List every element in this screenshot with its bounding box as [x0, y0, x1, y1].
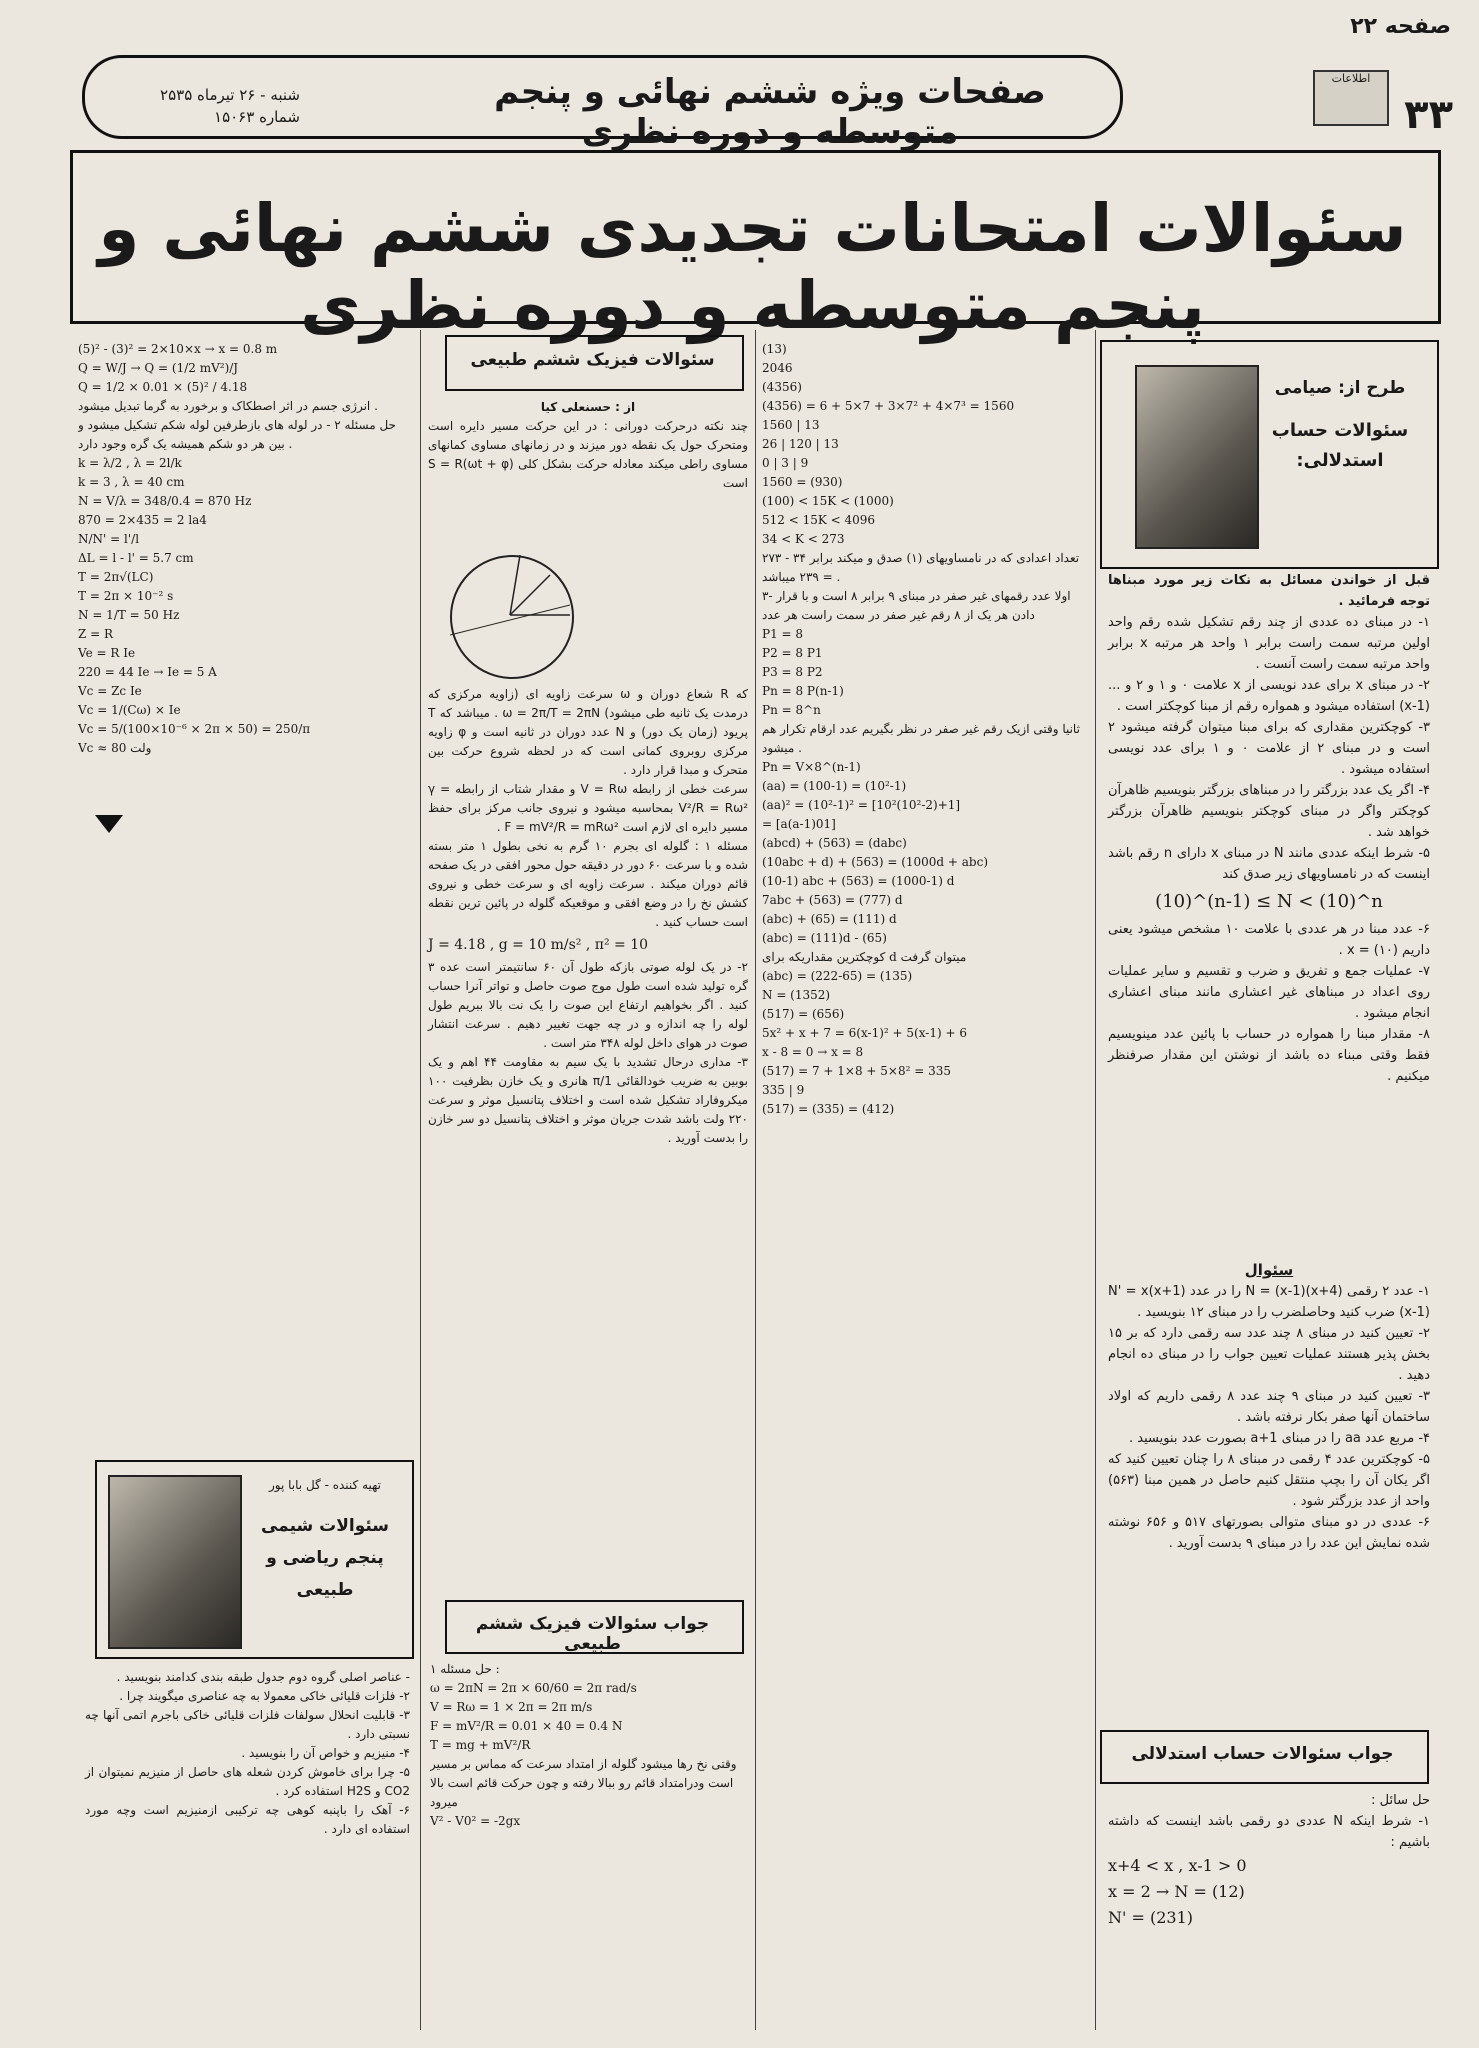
- chem-title: سئوالات شیمی پنجم ریاضی و طبیعی: [260, 1516, 390, 1600]
- left-formula-line: Vc = 5/(100×10⁻⁶ × 2π × 50) = 250/π: [78, 722, 311, 736]
- physics-answer-line: وقتی نخ رها میشود گلوله از امتداد سرعت که مماس بر مسیر است ودرامتداد قائم رو ببالا رفته و چون حرکت قائم است بالا میرود: [430, 1757, 737, 1809]
- physics-answer-line: حل مسئله ۱ :: [430, 1662, 500, 1676]
- rule-item: ۴- اگر یک عدد بزرگتر را در مبناهای بزرگتر بنویسیم ظاهرآن کوچکتر واگر در مبنای کوچکتر بنویسیم ظاهرآن بزرگتر خواهد شد .: [1108, 783, 1430, 840]
- left-formula-line: T = 2π × 10⁻² s: [78, 589, 174, 603]
- page-number: صفحه ۲۲: [1350, 14, 1451, 39]
- math-line: P3 = 8 P2: [762, 665, 823, 679]
- left-formula-line: حل مسئله ۲ - در لوله های بازطرفین لوله شکم تشکیل میشود و بین هر دو شکم همیشه یک گره وجود دارد .: [78, 418, 396, 451]
- answer-formula: N' = (231): [1108, 1908, 1193, 1927]
- math-line: 34 < K < 273: [762, 532, 845, 546]
- physics-answer-lines: [430, 1660, 748, 1831]
- questions-header: سئوال: [1244, 1261, 1294, 1279]
- answer-formula: x = 2 → N = (12): [1108, 1882, 1245, 1901]
- physics-answer-line: ω = 2πN = 2π × 60/60 = 2π rad/s: [430, 1681, 637, 1695]
- answer-formula: x+4 < x , x-1 > 0: [1108, 1856, 1247, 1875]
- math-line: (517) = 7 + 1×8 + 5×8² = 335: [762, 1064, 951, 1078]
- left-formula-line: N/N' = l'/l: [78, 532, 140, 546]
- left-formula-line: T = 2π√(LC): [78, 570, 154, 584]
- physics-answer-line: F = mV²/R = 0.01 × 40 = 0.4 N: [430, 1719, 623, 1733]
- column-divider: [755, 330, 756, 2030]
- physics-text: چند نکته درحرکت دورانی : در این حرکت مسیر دایره است ومتحرک حول یک نقطه دور میزند و در زمانهای مساوی کمانهای مساوی راطی میکند معادله حرکت بشکل کلی S = R(ωt + φ) است: [428, 419, 748, 490]
- left-formula-line: Q = W/J → Q = (1/2 mV²)/J: [78, 361, 239, 375]
- left-formula-line: 870 = 2×435 = 2 la4: [78, 513, 207, 527]
- question-item: ۳- تعیین کنید در مبنای ۹ چند عدد ۸ رقمی داریم که اولاد ساختمان آنها صفر بکار نرفته باشد .: [1108, 1389, 1430, 1425]
- chem-question: ۳- قابلیت انحلال سولفات فلزات قلیائی خاکی باجرم اتمی آنها چه نسبتی دارد .: [85, 1708, 410, 1741]
- physics-text: سرعت خطی از رابطه V = Rω و مقدار شتاب از رابطه γ = V²/R = Rω² بمحاسبه میشود و نیروی جانب مرکز برای حفظ مسیر دایره ای لازم است F = mV²/R = mRω² .: [428, 782, 749, 834]
- left-formula-line: Q = 1/2 × 0.01 × (5)² / 4.18: [78, 380, 248, 394]
- math-line: (abcd) + (563) = (dabc): [762, 836, 907, 850]
- math-line: تعداد اعدادی که در نامساویهای (۱) صدق و میکند برابر ۳۴ - ۲۷۳ = ۲۳۹ میباشد .: [762, 551, 1080, 584]
- math-line: (10-1) abc + (563) = (1000-1) d: [762, 874, 955, 888]
- math-line: (10abc + d) + (563) = (1000d + abc): [762, 855, 989, 869]
- chem-question: ۲- فلزات قلیائی خاکی معمولا به چه عناصری میگویند چرا .: [119, 1689, 410, 1703]
- question-item: ۴- مربع عدد aa را در مبنای a+1 بصورت عدد بنویسید .: [1128, 1431, 1430, 1446]
- question-item: ۱- عدد ۲ رقمی N = (x-1)(x+4) را در عدد N' = x(x+1)(x-1) ضرب کنید وحاصلضرب را در مبنای ۱۲ بنویسید .: [1108, 1284, 1431, 1320]
- math-line: 1560 | 13: [762, 418, 820, 432]
- section-number: ۳۳: [1404, 92, 1453, 138]
- physics-text: که R شعاع دوران و ω سرعت زاویه ای (زاویه مرکزی که درمدت یک ثانیه طی میشود) ω = 2π/T = 2πN . میباشد که T پریود (زمان یک دور) و N عدد دوران در ثانیه است و φ زاویه مرکزی روبروی کمانی است که در لحظه شروع حرکت بین متحرک و مبدا قرار دارد .: [428, 687, 749, 777]
- rule-item: ۱- در مبنای ده عددی از چند رقم تشکیل شده رقم واحد اولین مرتبه سمت راست برابر ۱ واحد هر مرتبه x برابر واحد مرتبه سمت راست آنست .: [1108, 615, 1430, 672]
- physics-problem: ۳- مداری درحال تشدید با یک سیم به مقاومت ۴۴ اهم و یک بوبین به ضریب خودالقائی 1/π هانری و یک خازن بظرفیت ۱۰۰ میکروفاراد تشکیل شده است و اختلاف پتانسیل موثر و سرعت ۲۲۰ ولت باشد شدت جریان موثر و اختلاف پتانسیل دو سر خازن را بدست آورید .: [428, 1055, 748, 1145]
- question-item: ۶- عددی در دو مبنای متوالی بصورتهای ۵۱۷ و ۶۵۶ نوشته شده نمایش این عدد را در مبنای ۹ بدست آورید .: [1108, 1515, 1430, 1551]
- chem-author-info: [245, 1478, 405, 1606]
- left-formula-line: Ve = R Ie: [78, 646, 136, 660]
- questions-block: [1108, 1260, 1430, 1554]
- physics-answer-title: جواب سئوالات فیزیک ششم طبیعی: [475, 1614, 710, 1654]
- rule-item: ۳- کوچکترین مقداری که برای مبنا میتوان گرفته میشود ۲ است و در مبنای ۲ از علامت ۰ و ۱ برای عدد نویسی استفاده میشود .: [1108, 720, 1431, 777]
- left-formula-line: Z = R: [78, 627, 114, 641]
- physics-body-2: [428, 685, 748, 1148]
- answer-text: ۱- شرط اینکه N عددی دو رقمی باشد اینست که داشته باشیم :: [1108, 1814, 1430, 1850]
- rule-item: ۵- شرط اینکه عددی مانند N در مبنای x دارای n رقم باشد اینست که در نامساویهای زیر صدق کند: [1108, 846, 1431, 882]
- math-line: ۳- اولا عدد رقمهای غیر صفر در مبنای ۹ برابر ۸ است و با قرار دادن هر یک از ۸ رقم غیر صفر در سمت راست هر عدد: [762, 589, 1071, 622]
- math-line: N = (1352): [762, 988, 831, 1002]
- math-line: (517) = (656): [762, 1007, 845, 1021]
- column-divider: [1095, 330, 1096, 2030]
- author-name: طرح از: صیامی: [1274, 378, 1406, 398]
- header-title: صفحات ویژه ششم نهائی و پنجم متوسطه و دوره نظری: [494, 72, 1046, 152]
- chem-question: ۵- چرا برای خاموش کردن شعله های حاصل از منیزیم نمیتوان از CO2 و H2S استفاده کرد .: [85, 1765, 410, 1798]
- chem-questions: [85, 1668, 410, 1839]
- physics-body: [428, 398, 748, 493]
- left-formula-line: Vc ≈ 80 ولت: [78, 741, 152, 755]
- left-formula-line: k = λ/2 , λ = 2l/k: [78, 456, 182, 470]
- physics-title: سئوالات فیزیک ششم طبیعی: [470, 350, 715, 370]
- physics-problem: ۲- در یک لوله صوتی بازکه طول آن ۶۰ سانتیمتر است عده ۳ گره تولید شده است طول موج صوت حاصل و تواتر آنرا حساب کنید . اگر بخواهیم ارتفاع این صوت را یک نت بالا ببریم طول لوله را چه اندازه و در چه جهت تغییر دهیم . سرعت انتشار صوت در هوای داخل لوله ۳۴۸ متر است .: [428, 960, 748, 1050]
- chem-question: - عناصر اصلی گروه دوم جدول طبقه بندی کدامند بنویسید .: [116, 1670, 410, 1684]
- left-formula-line: انرژی جسم در اثر اصطکاک و برخورد به گرما تبدیل میشود .: [78, 399, 378, 413]
- intro-text: [1108, 570, 1430, 1087]
- math-line: (abc) = (111)d - (65): [762, 931, 887, 945]
- math-line: x - 8 = 0 → x = 8: [762, 1045, 864, 1059]
- header-date: [100, 84, 300, 128]
- left-formula-line: ΔL = l - l' = 5.7 cm: [78, 551, 194, 565]
- logo-text: اطلاعات: [1331, 72, 1371, 85]
- triangle-icon: [95, 815, 123, 833]
- math-line: Pn = 8^n: [762, 703, 821, 717]
- math-line: 512 < 15K < 4096: [762, 513, 876, 527]
- left-formula-line: 220 = 44 Ie → Ie = 5 A: [78, 665, 217, 679]
- author-photo: [1135, 365, 1259, 549]
- physics-author: از : حسنعلی کیا: [540, 400, 636, 414]
- math-line: (517) = (335) = (412): [762, 1102, 895, 1116]
- math-line: (abc) = (222-65) = (135): [762, 969, 913, 983]
- math-line: (abc) + (65) = (111) d: [762, 912, 897, 926]
- question-item: ۵- کوچکترین عدد ۴ رقمی در مبنای ۸ را چنان تعیین کنید که اگر یکان آن را بچپ منتقل کنیم حاصل در همین مبنا (۵۶۳) واحد از عدد بزرگتر شود .: [1108, 1452, 1430, 1509]
- left-formula-line: (5)² - (3)² = 2×10×x → x = 0.8 m: [78, 342, 278, 356]
- math-line: = [a(a-1)01]: [762, 817, 836, 831]
- physics-answers: [430, 1660, 748, 2030]
- rule-item: ۷- عملیات جمع و تفریق و ضرب و تقسیم و سایر عملیات روی اعداد در مبناهای غیر اعشاری مانند مبنای اعشاری انجام میشود .: [1108, 964, 1430, 1021]
- author-info: [1265, 378, 1415, 476]
- column-divider: [420, 330, 421, 2030]
- math-line: 5x² + x + 7 = 6(x-1)² + 5(x-1) + 6: [762, 1026, 967, 1040]
- question-item: ۲- تعیین کنید در مبنای ۸ چند عدد سه رقمی دارد که بر ۱۵ بخش پذیر هستند عملیات تعیین جواب را در مبنای ده انجام دهید .: [1108, 1326, 1430, 1383]
- chem-author-photo: [108, 1475, 242, 1649]
- chem-question: ۶- آهک را باپنبه کوهی چه ترکیبی ازمنیزیم است وچه مورد استفاده ای دارد .: [85, 1803, 410, 1836]
- intro-line: قبل از خواندن مسائل به نکات زیر مورد مبناها توجه فرمائید .: [1108, 573, 1430, 609]
- left-formula-line: Vc = Zc Ie: [78, 684, 142, 698]
- left-formula-line: Vc = 1/(Cω) × Ie: [78, 703, 181, 717]
- rule-item: ۶- عدد مبنا در هر عددی با علامت ۱۰ مشخص میشود یعنی داریم x = (۱۰) .: [1108, 922, 1430, 958]
- physics-answer-line: V = Rω = 1 × 2π = 2π m/s: [430, 1700, 593, 1714]
- math-line: P1 = 8: [762, 627, 804, 641]
- math-line: کوچکترین مقداریکه برای d میتوان گرفت: [762, 950, 967, 964]
- math-line: 0 | 3 | 9: [762, 456, 809, 470]
- math-line: P2 = 8 P1: [762, 646, 823, 660]
- physics-problem: مسئله ۱ : گلوله ای بجرم ۱۰ گرم به نخی بطول ۱ متر بسته شده و با سرعت ۶۰ دور در دقیقه حول محور افقی در یک صفحه قائم دوران میکند . سرعت زاویه ای و سرعت خطی و نیروی کشش نخ را در وضع افقی و موقعیکه گلوله در پائین ترین نقطه است حساب کنید .: [428, 839, 748, 929]
- circle-diagram-lines: [450, 555, 570, 675]
- math-line: (aa)² = (10²-1)² = [10²(10²-2)+1]: [762, 798, 961, 812]
- rule-item: ۲- در مبنای x برای عدد نویسی از x علامت ۰ و ۱ و ۲ و ... (x-1) استفاده میشود و همواره رقم از مبنا کوچکتر است .: [1108, 678, 1430, 714]
- answer-title: جواب سئوالات حساب استدلالی: [1131, 1744, 1394, 1764]
- chem-author: تهیه کننده - گل بابا پور: [269, 1478, 381, 1492]
- math-line: (13): [762, 342, 787, 356]
- math-lines: [762, 340, 1087, 1119]
- issue-line: شماره ۱۵۰۶۳: [214, 108, 300, 126]
- math-line: Pn = 8 P(n-1): [762, 684, 844, 698]
- section-title: سئوالات حساب استدلالی:: [1271, 420, 1409, 471]
- math-line: 7abc + (563) = (777) d: [762, 893, 903, 907]
- left-formula-line: N = V/λ = 348/0.4 = 870 Hz: [78, 494, 252, 508]
- date-line: شنبه - ۲۶ تیرماه ۲۵۳۵: [160, 86, 300, 104]
- math-line: 2046: [762, 361, 793, 375]
- math-line: 335 | 9: [762, 1083, 805, 1097]
- math-line: (aa) = (100-1) = (10²-1): [762, 779, 907, 793]
- inequality-formula: (10)^(n-1) ≤ N < (10)^n: [1155, 891, 1383, 912]
- math-line: ثانیا وقتی ازیک رقم غیر صفر در نظر بگیریم عدد ارقام تکرار هم میشود .: [762, 722, 1080, 755]
- answer-block: [1108, 1790, 1430, 1931]
- left-formula-lines: [78, 340, 413, 758]
- math-line: 26 | 120 | 13: [762, 437, 839, 451]
- math-line: 1560 = (930): [762, 475, 843, 489]
- math-line: (4356): [762, 380, 802, 394]
- physics-answer-line: V² - V0² = -2gx: [430, 1814, 521, 1828]
- left-formula-column: [78, 340, 413, 1450]
- answer-intro: حل سائل :: [1371, 1793, 1430, 1808]
- left-formula-line: N = 1/T = 50 Hz: [78, 608, 180, 622]
- math-line: (100) < 15K < (1000): [762, 494, 894, 508]
- math-column: [762, 340, 1087, 2030]
- math-line: Pn = V×8^(n-1): [762, 760, 861, 774]
- chem-question: ۴- منیزیم و خواص آن را بنویسید .: [241, 1746, 410, 1760]
- physics-answer-line: T = mg + mV²/R: [430, 1738, 531, 1752]
- left-formula-line: k = 3 , λ = 40 cm: [78, 475, 185, 489]
- math-line: (4356) = 6 + 5×7 + 3×7² + 4×7³ = 1560: [762, 399, 1015, 413]
- newspaper-logo: [1313, 70, 1389, 126]
- banner-title: سئوالات امتحانات تجدیدی ششم نهائی و پنجم متوسطه و دوره نظری: [98, 190, 1407, 344]
- rule-item: ۸- مقدار مبنا را همواره در حساب با پائین عدد مینویسیم فقط وقتی مبناء ده باشد از نوشتن این مقدار صرفنظر میکنیم .: [1108, 1027, 1430, 1084]
- physics-formula: J = 4.18 , g = 10 m/s² , π² = 10: [428, 937, 649, 953]
